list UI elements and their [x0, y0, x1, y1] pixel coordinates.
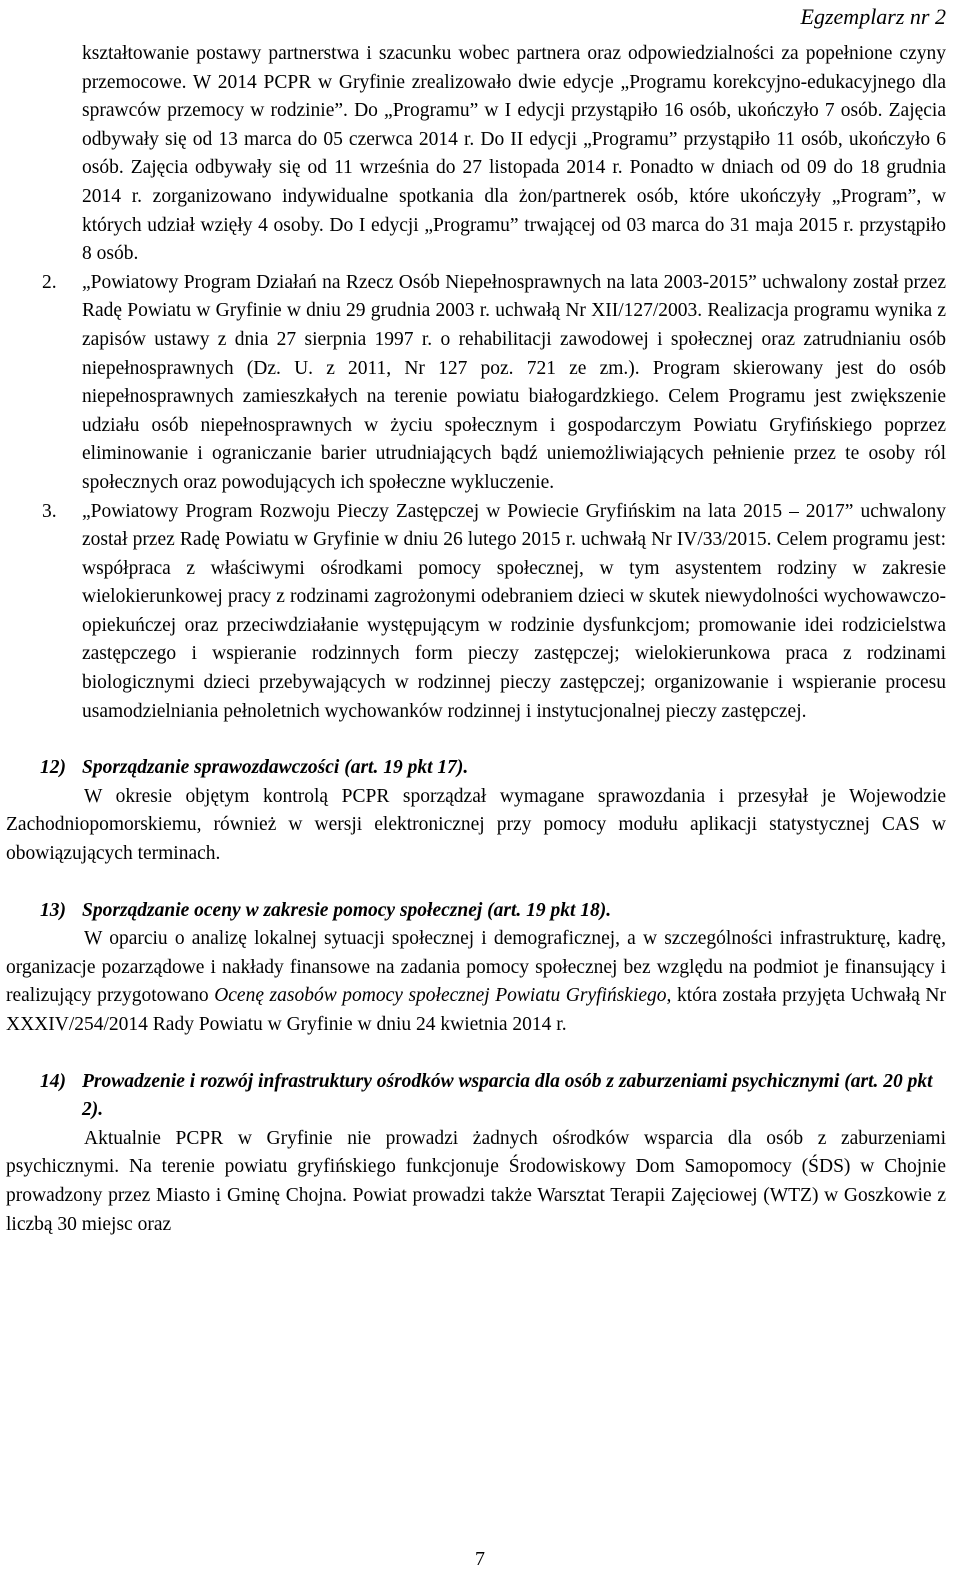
section-body-text: W oparciu o analizę lokalnej sytuacji społecznej i demograficznej, a w szczególności infrastrukturę, kadrę, organizacje pozarządowe i nakłady finansowe na zadania pomocy społecznej bez względu na podmiot je finansujący i realizujący przygotowano	[6, 928, 946, 1007]
continuation-paragraph: kształtowanie postawy partnerstwa i szacunku wobec partnera oraz odpowiedzialności za popełnione czyny przemocowe. W 2014 PCPR w Gryfinie zrealizowało dwie edycje „Programu korekcyjno-edukacyjnego dla sprawców przemocy w rodzinie”. Do „Programu” w I edycji przystąpiło 16 osób, ukończyło 7 osób. Zajęcia odbywały się od 13 marca do 05 czerwca 2014 r. Do II edycji „Programu” przystąpiło 11 osób, ukończyło 6 osób. Zajęcia odbywały się od 11 września do 27 listopada 2014 r. Ponadto w dniach od 09 do 18 grudnia 2014 r. zorganizowano indywidualne spotkania dla żon/partnerek osób, które ukończyły „Program”, w których udział wzięły 4 osoby. Do I edycji „Programu” trwającej od 03 marca do 31 maja 2015 r. przystąpiło 8 osób.	[82, 43, 946, 265]
list-item-2	[6, 269, 946, 498]
section-number: 13)	[40, 899, 66, 921]
list-item-number: 3.	[42, 500, 57, 522]
section-body-12: W okresie objętym kontrolą PCPR sporządzał wymagane sprawozdania i przesyłał je Wojewodzie Zachodniopomorskiemu, również w wersji elektronicznej przy pomocy modułu aplikacji statystycznej CAS w obowiązujących terminach.	[6, 785, 946, 865]
section-title: Sporządzanie oceny w zakresie pomocy społecznej (art. 19 pkt 18).	[82, 899, 612, 921]
section-heading-13	[6, 897, 946, 926]
list-item-3	[6, 498, 946, 727]
list-item-text: „Powiatowy Program Działań na Rzecz Osób Niepełnosprawnych na lata 2003-2015” uchwalony został przez Radę Powiatu w Gryfinie w dniu 29 grudnia 2003 r. uchwałą Nr XII/127/2003. Realizacja programu wynika z zapisów ustawy z dnia 27 sierpnia 1997 r. o rehabilitacji zawodowej i społecznej oraz zatrudnianiu osób niepełnosprawnych (Dz. U. z 2011, Nr 127 poz. 721 ze zm.). Program skierowany jest do osób niepełnosprawnych zamieszkałych na terenie powiatu białogardzkiego. Celem Programu jest zwiększenie udziału osób niepełnosprawnych w życiu społecznym i gospodarczym Powiatu Gryfińskiego poprzez eliminowanie i ograniczanie barier utrudniających bądź uniemożliwiających pełnienie przez te osoby ról społecznych oraz powodujących ich społeczne wykluczenie.	[82, 271, 946, 493]
document-copy-label: Egzemplarz nr 2	[800, 4, 946, 29]
spacer	[6, 726, 946, 754]
page-number: 7	[475, 1548, 485, 1570]
list-item-number: 2.	[42, 271, 57, 293]
list-item-text: „Powiatowy Program Rozwoju Pieczy Zastępczej w Powiecie Gryfińskim na lata 2015 – 2017” uchwalony został przez Radę Powiatu w Gryfinie w dniu 26 lutego 2015 r. uchwałą Nr IV/33/2015. Celem programu jest: współpraca z właściwymi ośrodkami pomocy społecznej, w tym asystentem rodziny w zakresie wielokierunkowej pracy z rodzinami zagrożonymi odebraniem dzieci w skutek niewydolności wychowawczo-opiekuńczej oraz przeciwdziałanie występującym w rodzinie dysfunkcjom; promowanie idei rodzicielstwa zastępczego i wspieranie rodzinnych form pieczy zastępczej; wielokierunkowa praca z rodzinami biologicznymi dzieci przebywających w rodzinnej pieczy zastępczej; organizowanie i wspieranie procesu usamodzielniania pełnoletnich wychowanków rodzinnej i instytucjonalnej pieczy zastępczej.	[82, 500, 946, 722]
section-body-14: Aktualnie PCPR w Gryfinie nie prowadzi żadnych ośrodków wsparcia dla osób z zaburzeniami psychicznymi. Na terenie powiatu gryfińskiego funkcjonuje Środowiskowy Dom Samopomocy (ŚDS) w Chojnie prowadzony przez Miasto i Gminę Chojna. Powiat prowadzi także Warsztat Terapii Zajęciowej (WTZ) w Goszkowie z liczbą 30 miejsc oraz	[6, 1127, 946, 1235]
section-body-13	[6, 925, 946, 1039]
section-body-text: która została przyjęta Uchwałą Nr XXXIV/254/2014 Rady Powiatu w Gryfinie w dniu 24 kwietnia 2014 r.	[6, 985, 947, 1035]
section-heading-12	[6, 754, 946, 783]
section-number: 14)	[40, 1070, 66, 1092]
section-heading-14	[6, 1068, 946, 1125]
spacer	[6, 1040, 946, 1068]
section-title: Sporządzanie sprawozdawczości (art. 19 pkt 17).	[82, 757, 469, 779]
section-number: 12)	[40, 757, 66, 779]
document-title-reference: Ocenę zasobów pomocy społecznej Powiatu Gryfińskiego,	[214, 985, 672, 1007]
document-body	[6, 40, 946, 1239]
spacer	[6, 869, 946, 897]
section-title: Prowadzenie i rozwój infrastruktury ośrodków wsparcia dla osób z zaburzeniami psychicznymi (art. 20 pkt 2).	[82, 1070, 933, 1121]
